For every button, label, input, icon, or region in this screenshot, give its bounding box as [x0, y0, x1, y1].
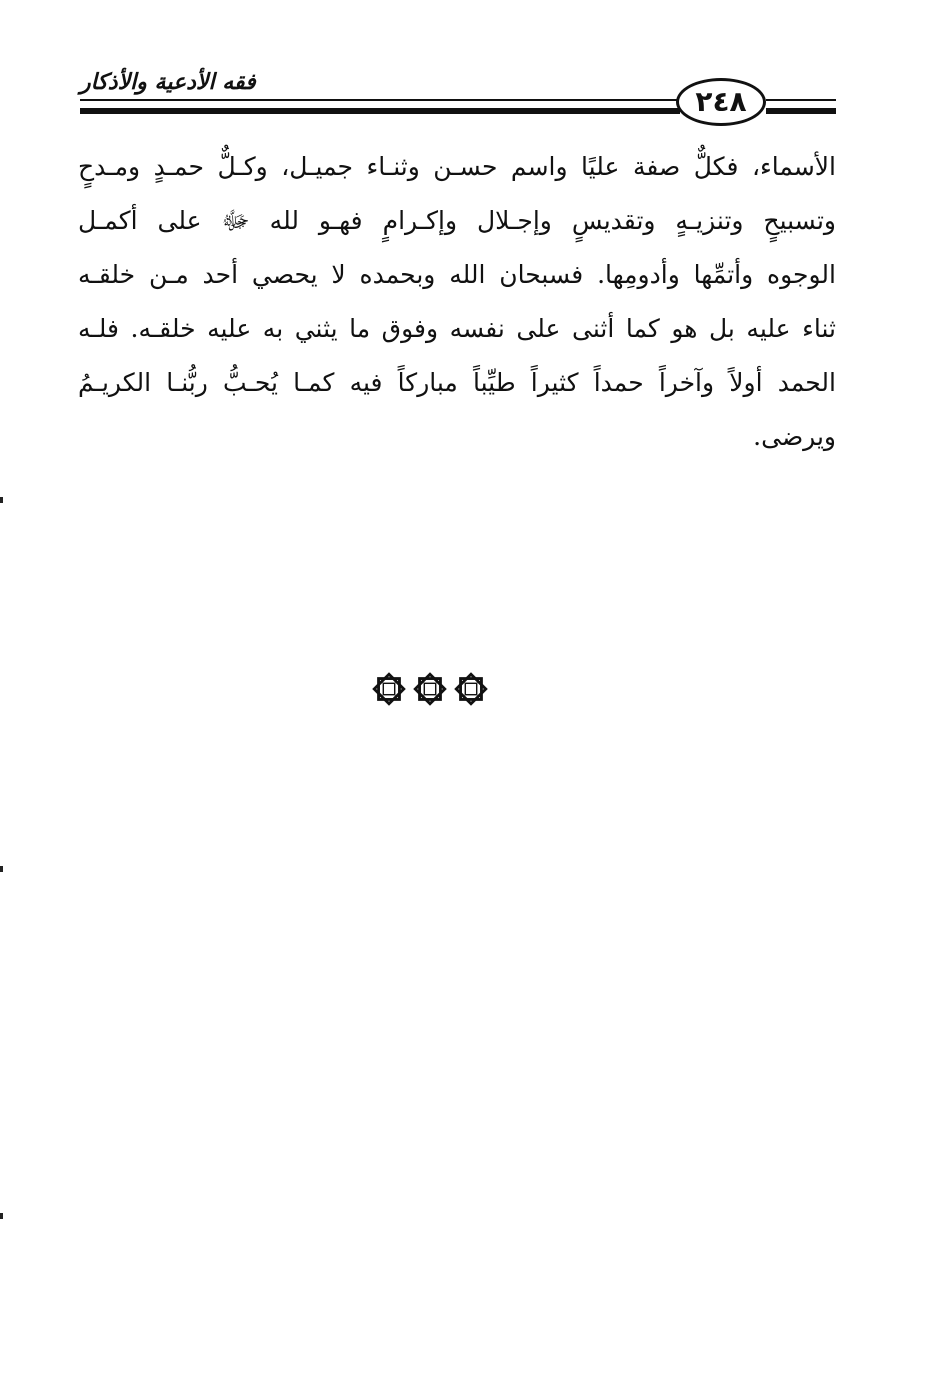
body-line: الوجوه وأتمِّها وأدومِها. فسبحان الله وبحمده لا يحصي أحد مـن خلقـه	[78, 260, 836, 289]
body-line: ثناء عليه بل هو كما أثنى على نفسه وفوق ما يثني به عليه خلقـه. فلـه	[78, 314, 836, 343]
scan-margin-mark	[0, 866, 3, 872]
header-rule-right-thin	[766, 99, 836, 101]
eight-point-star-icon	[411, 670, 449, 708]
page-header	[0, 0, 938, 140]
scan-margin-mark	[0, 1213, 3, 1219]
eight-point-star-icon	[370, 670, 408, 708]
section-ornament	[370, 670, 490, 710]
running-title: فقه الأدعية والأذكار	[80, 70, 256, 95]
body-line: الحمد أولاً وآخراً حمداً كثيراً طيِّباً مباركاً فيه كمـا يُحـبُّ ربُّنـا الكريـمُ	[78, 368, 836, 397]
scan-margin-mark	[0, 497, 3, 503]
page-number-badge	[676, 78, 766, 126]
body-line: الأسماء، فكلٌّ صفة عليًا واسم حسـن وثنـاء جميـل، وكـلٌّ حمـدٍ ومـدحٍ	[78, 152, 836, 181]
body-line: وتسبيحٍ وتنزيـهٍ وتقديسٍ وإجـلال وإكـرامٍ فهـو لله ﷻ على أكمـل	[78, 206, 836, 235]
header-rule-right-thick	[766, 108, 836, 114]
header-rule-thick	[80, 108, 680, 114]
page-number: ٢٤٨	[695, 85, 747, 118]
header-rule-thin	[80, 99, 678, 101]
body-paragraph	[78, 140, 836, 464]
body-line: ويرضى.	[753, 422, 836, 451]
eight-point-star-icon	[452, 670, 490, 708]
